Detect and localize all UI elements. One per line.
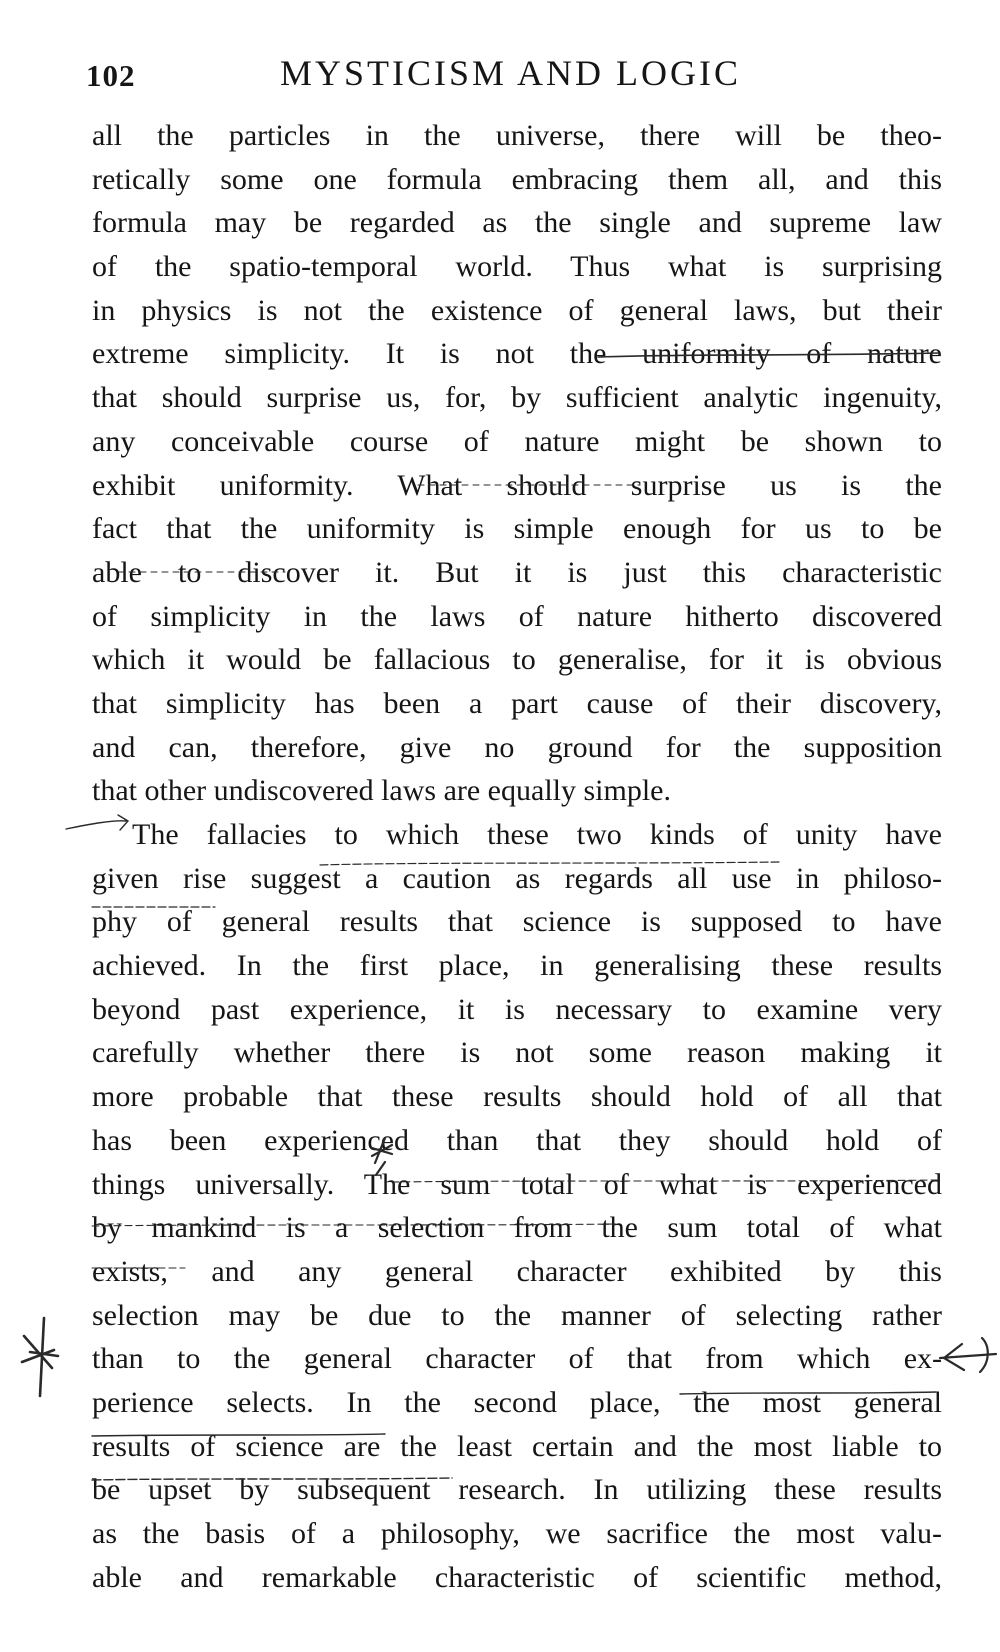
text-line: able and remarkable characteristic of scientific method, (92, 1560, 942, 1594)
text-line: which it would be fallacious to generalise, for it is obvious (92, 643, 942, 677)
margin-arrow-mark (940, 1338, 996, 1372)
text-line: able to discover it. But it is just this characteristic (92, 555, 942, 589)
text-line: given rise suggest a caution as regards all use in philoso- (92, 861, 942, 895)
text-line: by mankind is a selection from the sum total of what (92, 1211, 942, 1245)
text-line: achieved. In the first place, in generalising these results (92, 949, 942, 983)
text-line: and can, therefore, give no ground for the supposition (92, 730, 942, 764)
text-line: that simplicity has been a part cause of their discovery, (92, 686, 942, 720)
text-line: as the basis of a philosophy, we sacrifice the most valu- (92, 1517, 942, 1550)
page-number: 102 (86, 58, 136, 93)
text-line: of simplicity in the laws of nature hitherto discovered (92, 599, 942, 633)
text-line: of the spatio-temporal world. Thus what is surprising (92, 250, 942, 284)
text-line: that other undiscovered laws are equally simple. (92, 774, 671, 808)
text-line: carefully whether there is not some reason making it (92, 1036, 942, 1070)
text-line: selection may be due to the manner of selecting rather (92, 1298, 942, 1332)
text-line: perience selects. In the second place, the most general (92, 1385, 942, 1419)
body-text (92, 114, 942, 1599)
text-line: exists, and any general character exhibited by this (92, 1254, 942, 1288)
text-line: fact that the uniformity is simple enough for us to be (92, 512, 942, 546)
text-line: phy of general results that science is supposed to have (92, 905, 942, 939)
text-line: be upset by subsequent research. In utilizing these results (92, 1473, 942, 1507)
text-line: in physics is not the existence of general laws, but their (92, 293, 942, 327)
text-line: any conceivable course of nature might be shown to (92, 424, 942, 458)
text-line: things universally. The sum total of what is experienced (92, 1167, 942, 1201)
text-line: has been experienced than that they should hold of (92, 1123, 942, 1157)
text-line: exhibit uniformity. What should surprise us is the (92, 468, 942, 502)
text-line: beyond past experience, it is necessary to examine very (92, 992, 942, 1026)
page-header (84, 52, 944, 102)
text-line: extreme simplicity. It is not the uniformity of nature (92, 337, 942, 371)
text-line: than to the general character of that from which ex- (92, 1342, 942, 1376)
margin-asterisk-mark (22, 1318, 58, 1396)
text-line: retically some one formula embracing them all, and this (92, 162, 942, 196)
text-line: all the particles in the universe, there will be theo- (92, 119, 942, 152)
running-title: MYSTICISM AND LOGIC (280, 53, 742, 93)
text-line: results of science are the least certain and the most liable to (92, 1429, 942, 1463)
text-line: more probable that these results should hold of all that (92, 1080, 942, 1114)
text-line: formula may be regarded as the single and supreme law (92, 206, 942, 240)
text-line: that should surprise us, for, by sufficient analytic ingenuity, (92, 381, 942, 415)
text-line: The fallacies to which these two kinds of unity have (132, 818, 942, 851)
